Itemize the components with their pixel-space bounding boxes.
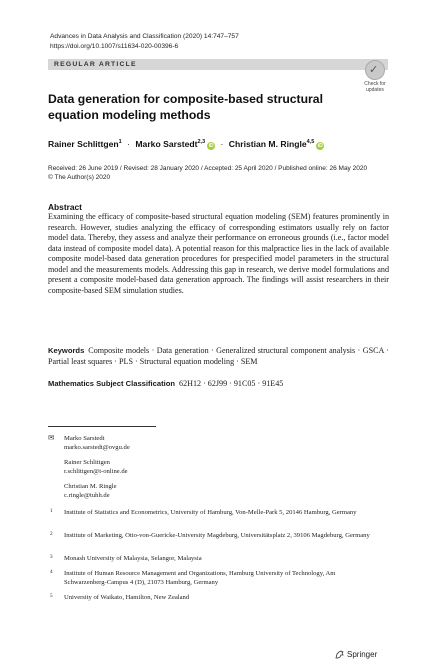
- check-label-line2: updates: [366, 87, 384, 93]
- author-name: Marko Sarstedt: [135, 139, 198, 149]
- history-dates: Received: 26 June 2019 / Revised: 28 January 2020 / Accepted: 25 April 2020 / Published online: 26 May 2020: [48, 165, 368, 172]
- journal-citation: Advances in Data Analysis and Classification (2020) 14:747–757: [50, 33, 239, 40]
- msc-classification: [48, 379, 283, 388]
- affiliation-number: 1: [50, 508, 53, 514]
- author-affiliation-ref: 1: [118, 139, 122, 145]
- article-type-label: REGULAR ARTICLE: [54, 60, 137, 68]
- affiliation-text: Institute of Statistics and Econometrics, University of Hamburg, Von-Melle-Park 5, 20146 Hamburg, Germany: [64, 509, 357, 516]
- affiliation-number: 3: [50, 554, 53, 560]
- msc-codes: 62H12 · 62J99 · 91C05 · 91E45: [179, 379, 284, 388]
- keywords: [48, 346, 389, 367]
- author-affiliation-ref: 2,3: [197, 139, 206, 145]
- orcid-icon[interactable]: iD: [208, 143, 214, 149]
- doi-link[interactable]: https://doi.org/10.1007/s11634-020-00396-6: [50, 42, 179, 50]
- contact-entry: [64, 434, 314, 452]
- check-for-updates-badge[interactable]: [361, 60, 389, 96]
- affiliation-number: 2: [50, 531, 53, 537]
- affiliation-number: 4: [50, 569, 53, 575]
- author-name: Christian M. Ringle: [228, 139, 307, 149]
- abstract-text: Examining the efficacy of composite-based structural equation modeling (SEM) features prominently in research. However, studies analyzing the efficacy of corresponding estimators usually rely on factor model data. Thereby, they assess and analyze their performance on erroneous grounds (i.e., factor model data instead of composite model data). A potential reason for this malpractice lies in the lack of available composite model-based data generation procedures for prespecified model parameters in the structural model and the measurements models. Addressing this gap in research, we derive model formulations and present a composite model-based data generation approach. The findings will assist researchers in their composite-based SEM simulation studies.: [48, 212, 389, 295]
- orcid-icon[interactable]: iD: [317, 143, 323, 149]
- journal-header: [50, 32, 239, 51]
- article-type-banner: [48, 59, 388, 70]
- contact-email[interactable]: r.schlittgen@t-online.de: [64, 468, 128, 476]
- contact-email[interactable]: marko.sarstedt@ovgu.de: [64, 444, 130, 452]
- paper-title: Data generation for composite-based structural equation modeling methods: [48, 92, 323, 122]
- envelope-icon: ✉: [48, 433, 55, 442]
- author-name: Rainer Schlittgen: [48, 139, 119, 149]
- contact-email[interactable]: c.ringle@tuhh.de: [64, 492, 110, 500]
- springer-horse-icon: [335, 650, 345, 659]
- contact-name: Rainer Schlittgen: [64, 459, 110, 466]
- check-label-line1: Check for: [364, 81, 386, 87]
- keywords-text: Composite models · Data generation · Generalized structural component analysis · GSCA · Partial least squares · PLS · Structural equation modeling · SEM: [48, 346, 389, 366]
- msc-label: Mathematics Subject Classification: [48, 379, 176, 388]
- author-affiliation-ref: 4,5: [306, 139, 315, 145]
- contact-entry: [64, 458, 314, 476]
- author-list: [48, 139, 324, 150]
- keywords-label: Keywords: [48, 346, 85, 355]
- contact-name: Christian M. Ringle: [64, 483, 117, 490]
- author-separator: ·: [220, 139, 224, 149]
- publisher-logo: [335, 650, 377, 659]
- author-separator: ·: [127, 139, 130, 149]
- check-for-updates-icon: ✓: [365, 60, 385, 80]
- footnote-divider: [48, 426, 156, 427]
- publication-dates: [48, 164, 367, 182]
- contact-entry: [64, 482, 314, 500]
- copyright-notice: © The Author(s) 2020: [48, 174, 111, 181]
- publisher-name: Springer: [347, 650, 378, 659]
- affiliation-text: Institute of Human Resource Management and Organizations, Hamburg University of Technology, Am Schwarzenberg-Campus 4 (D), 21073 Hamburg, Germany: [64, 570, 336, 586]
- affiliation-text: Institute of Marketing, Otto-von-Guericke-University Magdeburg, Universitätsplatz 2, 39106 Magdeburg, Germany: [64, 532, 370, 539]
- affiliation-text: Monash University of Malaysia, Selangor, Malaysia: [64, 555, 202, 562]
- affiliation-number: 5: [50, 593, 53, 599]
- abstract-heading: Abstract: [48, 202, 82, 212]
- affiliation-text: University of Waikato, Hamilton, New Zealand: [64, 594, 190, 601]
- contact-name: Marko Sarstedt: [64, 435, 105, 442]
